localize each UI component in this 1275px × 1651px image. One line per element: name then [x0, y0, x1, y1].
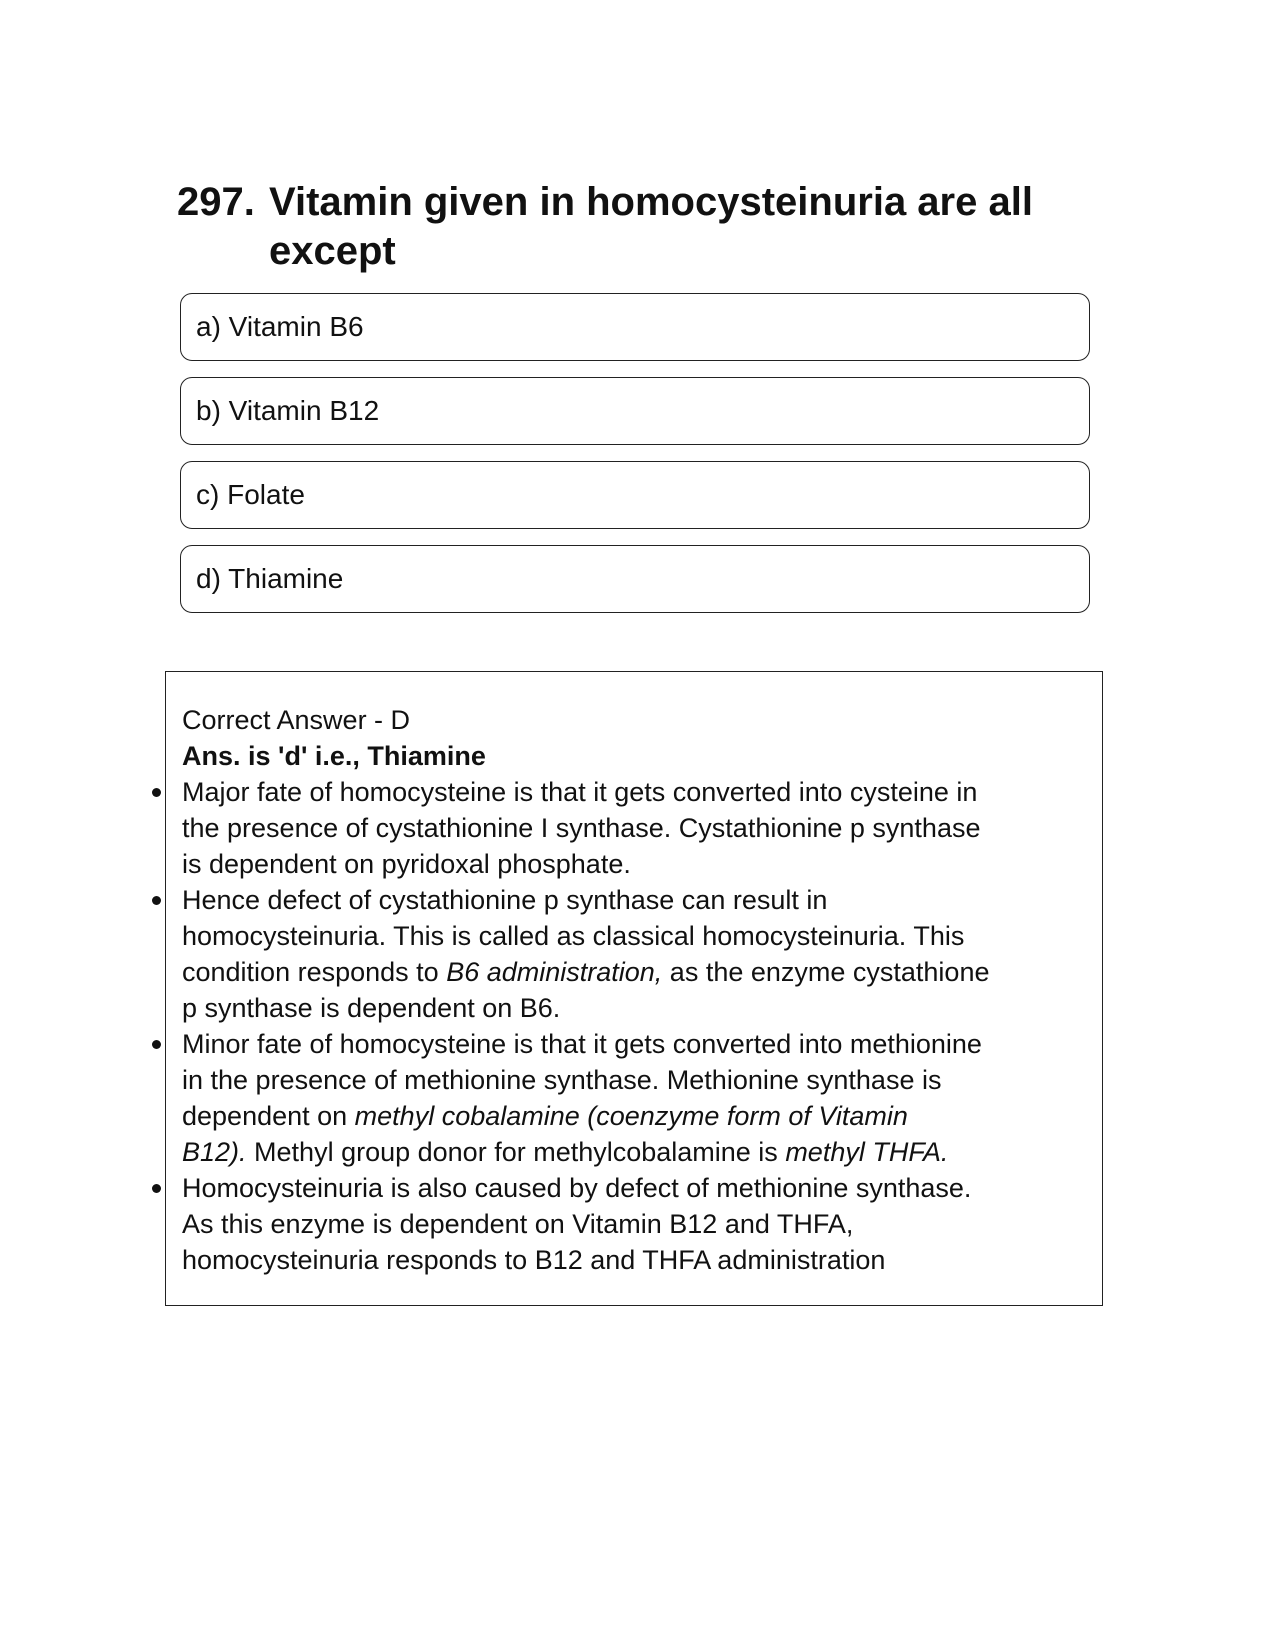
bullet-icon [152, 1184, 161, 1193]
explanation-line [182, 954, 1082, 990]
explanation-emphasis: methyl cobalamine (coenzyme form of Vitamin [354, 1101, 908, 1131]
correct-answer-line: Correct Answer - D [182, 705, 411, 735]
explanation-line: in the presence of methionine synthase. Methionine synthase is [182, 1065, 942, 1095]
explanation-emphasis: B6 administration, [446, 957, 663, 987]
question-number: 297. [177, 180, 255, 224]
option-a[interactable]: a) Vitamin B6 [180, 293, 1090, 361]
explanation-emphasis: methyl THFA. [785, 1137, 949, 1167]
question-text [269, 178, 1097, 276]
explanation-line: Homocysteinuria is also caused by defect of methionine synthase. [182, 1173, 972, 1203]
explanation-line: As this enzyme is dependent on Vitamin B12 and THFA, [182, 1209, 854, 1239]
explanation-point [182, 774, 1082, 882]
bullet-icon [152, 896, 161, 905]
options-list [180, 293, 1090, 629]
explanation-line [182, 1098, 1082, 1134]
explanation-line: Minor fate of homocysteine is that it gets converted into methionine [182, 1029, 982, 1059]
explanation-list [182, 774, 1082, 1278]
explanation-text: Methyl group donor for methylcobalamine is [246, 1137, 786, 1167]
explanation-point [182, 882, 1082, 1026]
option-b[interactable]: b) Vitamin B12 [180, 377, 1090, 445]
answer-content [182, 702, 1082, 1278]
answer-explanation-box [165, 671, 1103, 1306]
explanation-line: Major fate of homocysteine is that it gets converted into cysteine in [182, 777, 978, 807]
explanation-text: dependent on [182, 1101, 355, 1131]
explanation-line [182, 1134, 1082, 1170]
explanation-text: condition responds to [182, 957, 447, 987]
question-text-line: Vitamin given in homocysteinuria are all [269, 180, 1033, 224]
explanation-point [182, 1170, 1082, 1278]
question-text-line: except [269, 229, 396, 273]
explanation-line: is dependent on pyridoxal phosphate. [182, 849, 631, 879]
bullet-icon [152, 1040, 161, 1049]
explanation-text: as the enzyme cystathione [662, 957, 990, 987]
explanation-line: p synthase is dependent on B6. [182, 993, 561, 1023]
explanation-point [182, 1026, 1082, 1170]
question-title [177, 178, 1097, 276]
explanation-line: homocysteinuria responds to B12 and THFA administration [182, 1245, 886, 1275]
explanation-line: Hence defect of cystathionine p synthase can result in [182, 885, 828, 915]
option-c[interactable]: c) Folate [180, 461, 1090, 529]
option-d[interactable]: d) Thiamine [180, 545, 1090, 613]
answer-heading: Ans. is 'd' i.e., Thiamine [182, 741, 486, 771]
bullet-icon [152, 788, 161, 797]
explanation-line: the presence of cystathionine I synthase. Cystathionine p synthase [182, 813, 981, 843]
explanation-line: homocysteinuria. This is called as classical homocysteinuria. This [182, 921, 965, 951]
explanation-emphasis: B12). [182, 1137, 247, 1167]
